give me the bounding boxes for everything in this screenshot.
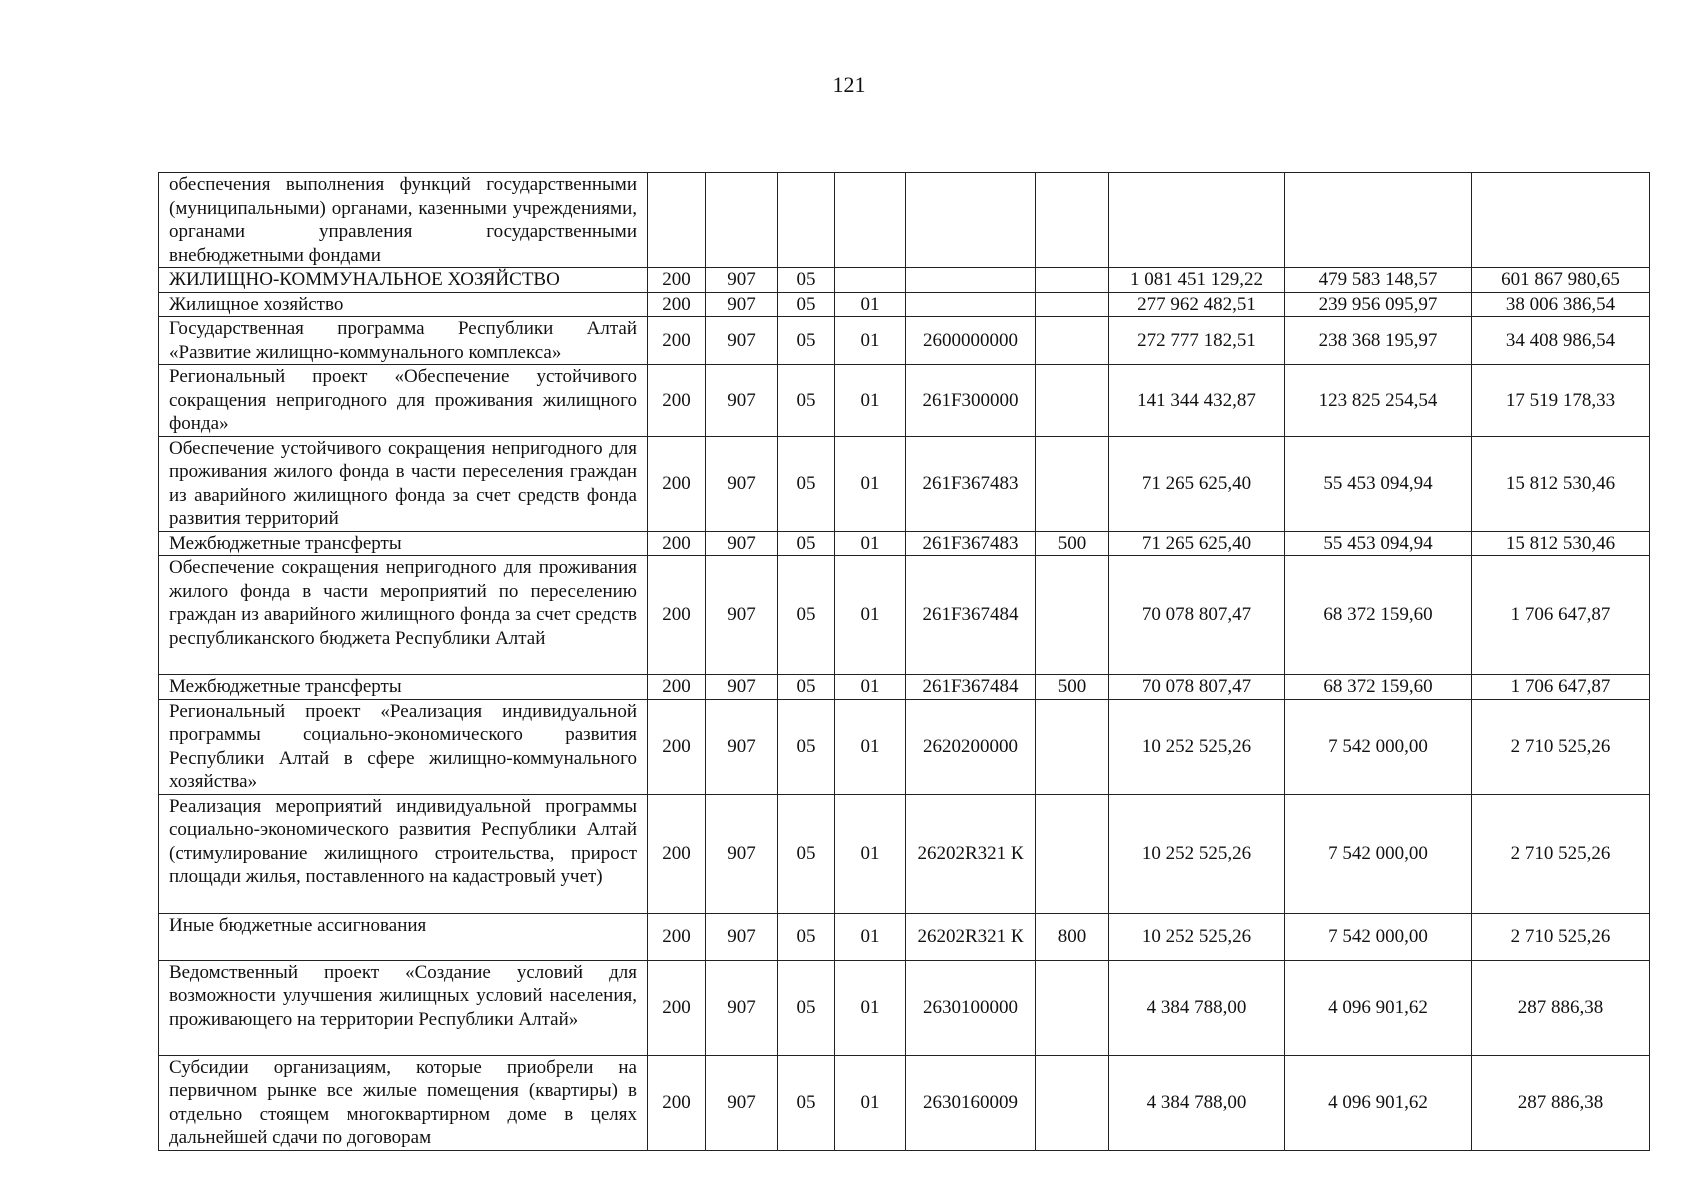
ministry-code-cell: 907	[706, 699, 778, 794]
expense-type-cell	[1036, 436, 1109, 531]
expense-type-cell	[1036, 960, 1109, 1055]
ministry-code-cell: 907	[706, 675, 778, 700]
subsection-code-cell: 01	[835, 675, 906, 700]
amount-republic-cell: 601 867 980,65	[1472, 268, 1650, 293]
table-row	[159, 794, 1650, 913]
gr-code-cell: 200	[648, 699, 706, 794]
target-article-cell: 2630100000	[906, 960, 1036, 1055]
section-code-cell: 05	[778, 675, 835, 700]
row-name-cell: обеспечения выполнения функций государственными (муниципальными) органами, казенными учреждениями, органами управления государственными внебюджетными фондами	[159, 173, 648, 268]
subsection-code-cell: 01	[835, 365, 906, 437]
amount-republic-cell	[1472, 173, 1650, 268]
gr-code-cell: 200	[648, 794, 706, 913]
table-row	[159, 365, 1650, 437]
ministry-code-cell: 907	[706, 1055, 778, 1150]
amount-republic-cell: 2 710 525,26	[1472, 699, 1650, 794]
subsection-code-cell	[835, 173, 906, 268]
gr-code-cell	[648, 173, 706, 268]
amount-total-cell: 10 252 525,26	[1109, 913, 1285, 960]
section-code-cell: 05	[778, 268, 835, 293]
gr-code-cell: 200	[648, 1055, 706, 1150]
amount-federal-cell: 4 096 901,62	[1285, 960, 1472, 1055]
ministry-code-cell	[706, 173, 778, 268]
gr-code-cell: 200	[648, 675, 706, 700]
table-row	[159, 960, 1650, 1055]
budget-table	[158, 172, 1650, 1151]
amount-total-cell: 4 384 788,00	[1109, 960, 1285, 1055]
ministry-code-cell: 907	[706, 913, 778, 960]
section-code-cell: 05	[778, 794, 835, 913]
amount-republic-cell: 1 706 647,87	[1472, 675, 1650, 700]
target-article-cell: 2600000000	[906, 317, 1036, 365]
target-article-cell	[906, 292, 1036, 317]
subsection-code-cell: 01	[835, 960, 906, 1055]
section-code-cell: 05	[778, 699, 835, 794]
target-article-cell: 2630160009	[906, 1055, 1036, 1150]
amount-federal-cell: 68 372 159,60	[1285, 556, 1472, 675]
amount-federal-cell	[1285, 173, 1472, 268]
section-code-cell: 05	[778, 1055, 835, 1150]
gr-code-cell: 200	[648, 436, 706, 531]
gr-code-cell: 200	[648, 292, 706, 317]
amount-total-cell: 1 081 451 129,22	[1109, 268, 1285, 293]
table-row	[159, 675, 1650, 700]
amount-federal-cell: 123 825 254,54	[1285, 365, 1472, 437]
target-article-cell: 261F367484	[906, 675, 1036, 700]
table-body	[159, 173, 1650, 1151]
expense-type-cell	[1036, 317, 1109, 365]
section-code-cell: 05	[778, 556, 835, 675]
amount-total-cell: 4 384 788,00	[1109, 1055, 1285, 1150]
amount-republic-cell: 1 706 647,87	[1472, 556, 1650, 675]
amount-republic-cell: 17 519 178,33	[1472, 365, 1650, 437]
amount-total-cell: 141 344 432,87	[1109, 365, 1285, 437]
section-code-cell: 05	[778, 317, 835, 365]
ministry-code-cell: 907	[706, 794, 778, 913]
target-article-cell	[906, 173, 1036, 268]
ministry-code-cell: 907	[706, 317, 778, 365]
section-code-cell: 05	[778, 913, 835, 960]
amount-republic-cell: 287 886,38	[1472, 960, 1650, 1055]
subsection-code-cell: 01	[835, 436, 906, 531]
table-row	[159, 556, 1650, 675]
target-article-cell: 2620200000	[906, 699, 1036, 794]
page-number: 121	[832, 72, 866, 97]
amount-republic-cell: 287 886,38	[1472, 1055, 1650, 1150]
section-code-cell: 05	[778, 365, 835, 437]
amount-republic-cell: 38 006 386,54	[1472, 292, 1650, 317]
section-code-cell: 05	[778, 960, 835, 1055]
amount-total-cell: 70 078 807,47	[1109, 675, 1285, 700]
amount-total-cell: 71 265 625,40	[1109, 531, 1285, 556]
amount-republic-cell: 15 812 530,46	[1472, 436, 1650, 531]
expense-type-cell	[1036, 173, 1109, 268]
row-name-cell: Межбюджетные трансферты	[159, 531, 648, 556]
section-code-cell	[778, 173, 835, 268]
expense-type-cell	[1036, 292, 1109, 317]
table-row	[159, 1055, 1650, 1150]
ministry-code-cell: 907	[706, 365, 778, 437]
amount-federal-cell: 7 542 000,00	[1285, 794, 1472, 913]
row-name-cell: Обеспечение сокращения непригодного для проживания жилого фонда в части мероприятий по переселению граждан из аварийного жилищного фонда за счет средств республиканского бюджета Республики Алтай	[159, 556, 648, 675]
target-article-cell: 261F300000	[906, 365, 1036, 437]
amount-federal-cell: 7 542 000,00	[1285, 913, 1472, 960]
row-name-cell: Региональный проект «Обеспечение устойчивого сокращения непригодного для проживания жилищного фонда»	[159, 365, 648, 437]
gr-code-cell: 200	[648, 913, 706, 960]
section-code-cell: 05	[778, 436, 835, 531]
section-code-cell: 05	[778, 292, 835, 317]
subsection-code-cell: 01	[835, 556, 906, 675]
ministry-code-cell: 907	[706, 531, 778, 556]
subsection-code-cell: 01	[835, 1055, 906, 1150]
row-name-cell: ЖИЛИЩНО-КОММУНАЛЬНОЕ ХОЗЯЙСТВО	[159, 268, 648, 293]
table-row	[159, 173, 1650, 268]
subsection-code-cell: 01	[835, 317, 906, 365]
amount-republic-cell: 34 408 986,54	[1472, 317, 1650, 365]
subsection-code-cell: 01	[835, 794, 906, 913]
amount-total-cell: 272 777 182,51	[1109, 317, 1285, 365]
amount-total-cell: 10 252 525,26	[1109, 699, 1285, 794]
row-name-cell: Региональный проект «Реализация индивидуальной программы социально-экономического развития Республики Алтай в сфере жилищно-коммунального хозяйства»	[159, 699, 648, 794]
expense-type-cell: 800	[1036, 913, 1109, 960]
ministry-code-cell: 907	[706, 556, 778, 675]
expense-type-cell	[1036, 268, 1109, 293]
target-article-cell: 261F367483	[906, 531, 1036, 556]
target-article-cell: 261F367483	[906, 436, 1036, 531]
subsection-code-cell: 01	[835, 913, 906, 960]
expense-type-cell: 500	[1036, 531, 1109, 556]
amount-federal-cell: 7 542 000,00	[1285, 699, 1472, 794]
table-row	[159, 268, 1650, 293]
amount-federal-cell: 238 368 195,97	[1285, 317, 1472, 365]
target-article-cell	[906, 268, 1036, 293]
gr-code-cell: 200	[648, 317, 706, 365]
amount-total-cell: 71 265 625,40	[1109, 436, 1285, 531]
table-row	[159, 292, 1650, 317]
amount-total-cell	[1109, 173, 1285, 268]
table-row	[159, 317, 1650, 365]
section-code-cell: 05	[778, 531, 835, 556]
gr-code-cell: 200	[648, 531, 706, 556]
amount-federal-cell: 68 372 159,60	[1285, 675, 1472, 700]
row-name-cell: Ведомственный проект «Создание условий для возможности улучшения жилищных условий населения, проживающего на территории Республики Алтай»	[159, 960, 648, 1055]
subsection-code-cell: 01	[835, 531, 906, 556]
amount-republic-cell: 2 710 525,26	[1472, 794, 1650, 913]
amount-total-cell: 70 078 807,47	[1109, 556, 1285, 675]
gr-code-cell: 200	[648, 268, 706, 293]
expense-type-cell	[1036, 794, 1109, 913]
row-name-cell: Межбюджетные трансферты	[159, 675, 648, 700]
expense-type-cell	[1036, 556, 1109, 675]
expense-type-cell	[1036, 1055, 1109, 1150]
subsection-code-cell	[835, 268, 906, 293]
amount-federal-cell: 239 956 095,97	[1285, 292, 1472, 317]
gr-code-cell: 200	[648, 365, 706, 437]
row-name-cell: Субсидии организациям, которые приобрели на первичном рынке все жилые помещения (квартиры) в отдельно стоящем многоквартирном доме в целях дальнейшей сдачи по договорам	[159, 1055, 648, 1150]
ministry-code-cell: 907	[706, 268, 778, 293]
table-row	[159, 699, 1650, 794]
expense-type-cell	[1036, 365, 1109, 437]
amount-federal-cell: 55 453 094,94	[1285, 531, 1472, 556]
gr-code-cell: 200	[648, 556, 706, 675]
ministry-code-cell: 907	[706, 436, 778, 531]
row-name-cell: Жилищное хозяйство	[159, 292, 648, 317]
expense-type-cell: 500	[1036, 675, 1109, 700]
table-row	[159, 436, 1650, 531]
expense-type-cell	[1036, 699, 1109, 794]
target-article-cell: 26202R321 К	[906, 913, 1036, 960]
row-name-cell: Иные бюджетные ассигнования	[159, 913, 648, 960]
target-article-cell: 261F367484	[906, 556, 1036, 675]
target-article-cell: 26202R321 К	[906, 794, 1036, 913]
amount-federal-cell: 55 453 094,94	[1285, 436, 1472, 531]
gr-code-cell: 200	[648, 960, 706, 1055]
table-row	[159, 531, 1650, 556]
amount-total-cell: 10 252 525,26	[1109, 794, 1285, 913]
ministry-code-cell: 907	[706, 960, 778, 1055]
amount-republic-cell: 2 710 525,26	[1472, 913, 1650, 960]
subsection-code-cell: 01	[835, 292, 906, 317]
table-row	[159, 913, 1650, 960]
amount-federal-cell: 479 583 148,57	[1285, 268, 1472, 293]
row-name-cell: Государственная программа Республики Алтай «Развитие жилищно-коммунального комплекса»	[159, 317, 648, 365]
amount-republic-cell: 15 812 530,46	[1472, 531, 1650, 556]
row-name-cell: Обеспечение устойчивого сокращения непригодного для проживания жилого фонда в части переселения граждан из аварийного жилищного фонда за счет средств фонда развития территорий	[159, 436, 648, 531]
row-name-cell: Реализация мероприятий индивидуальной программы социально-экономического развития Республики Алтай (стимулирование жилищного строительства, прирост площади жилья, поставленного на кадастровый учет)	[159, 794, 648, 913]
amount-total-cell: 277 962 482,51	[1109, 292, 1285, 317]
ministry-code-cell: 907	[706, 292, 778, 317]
amount-federal-cell: 4 096 901,62	[1285, 1055, 1472, 1150]
subsection-code-cell: 01	[835, 699, 906, 794]
